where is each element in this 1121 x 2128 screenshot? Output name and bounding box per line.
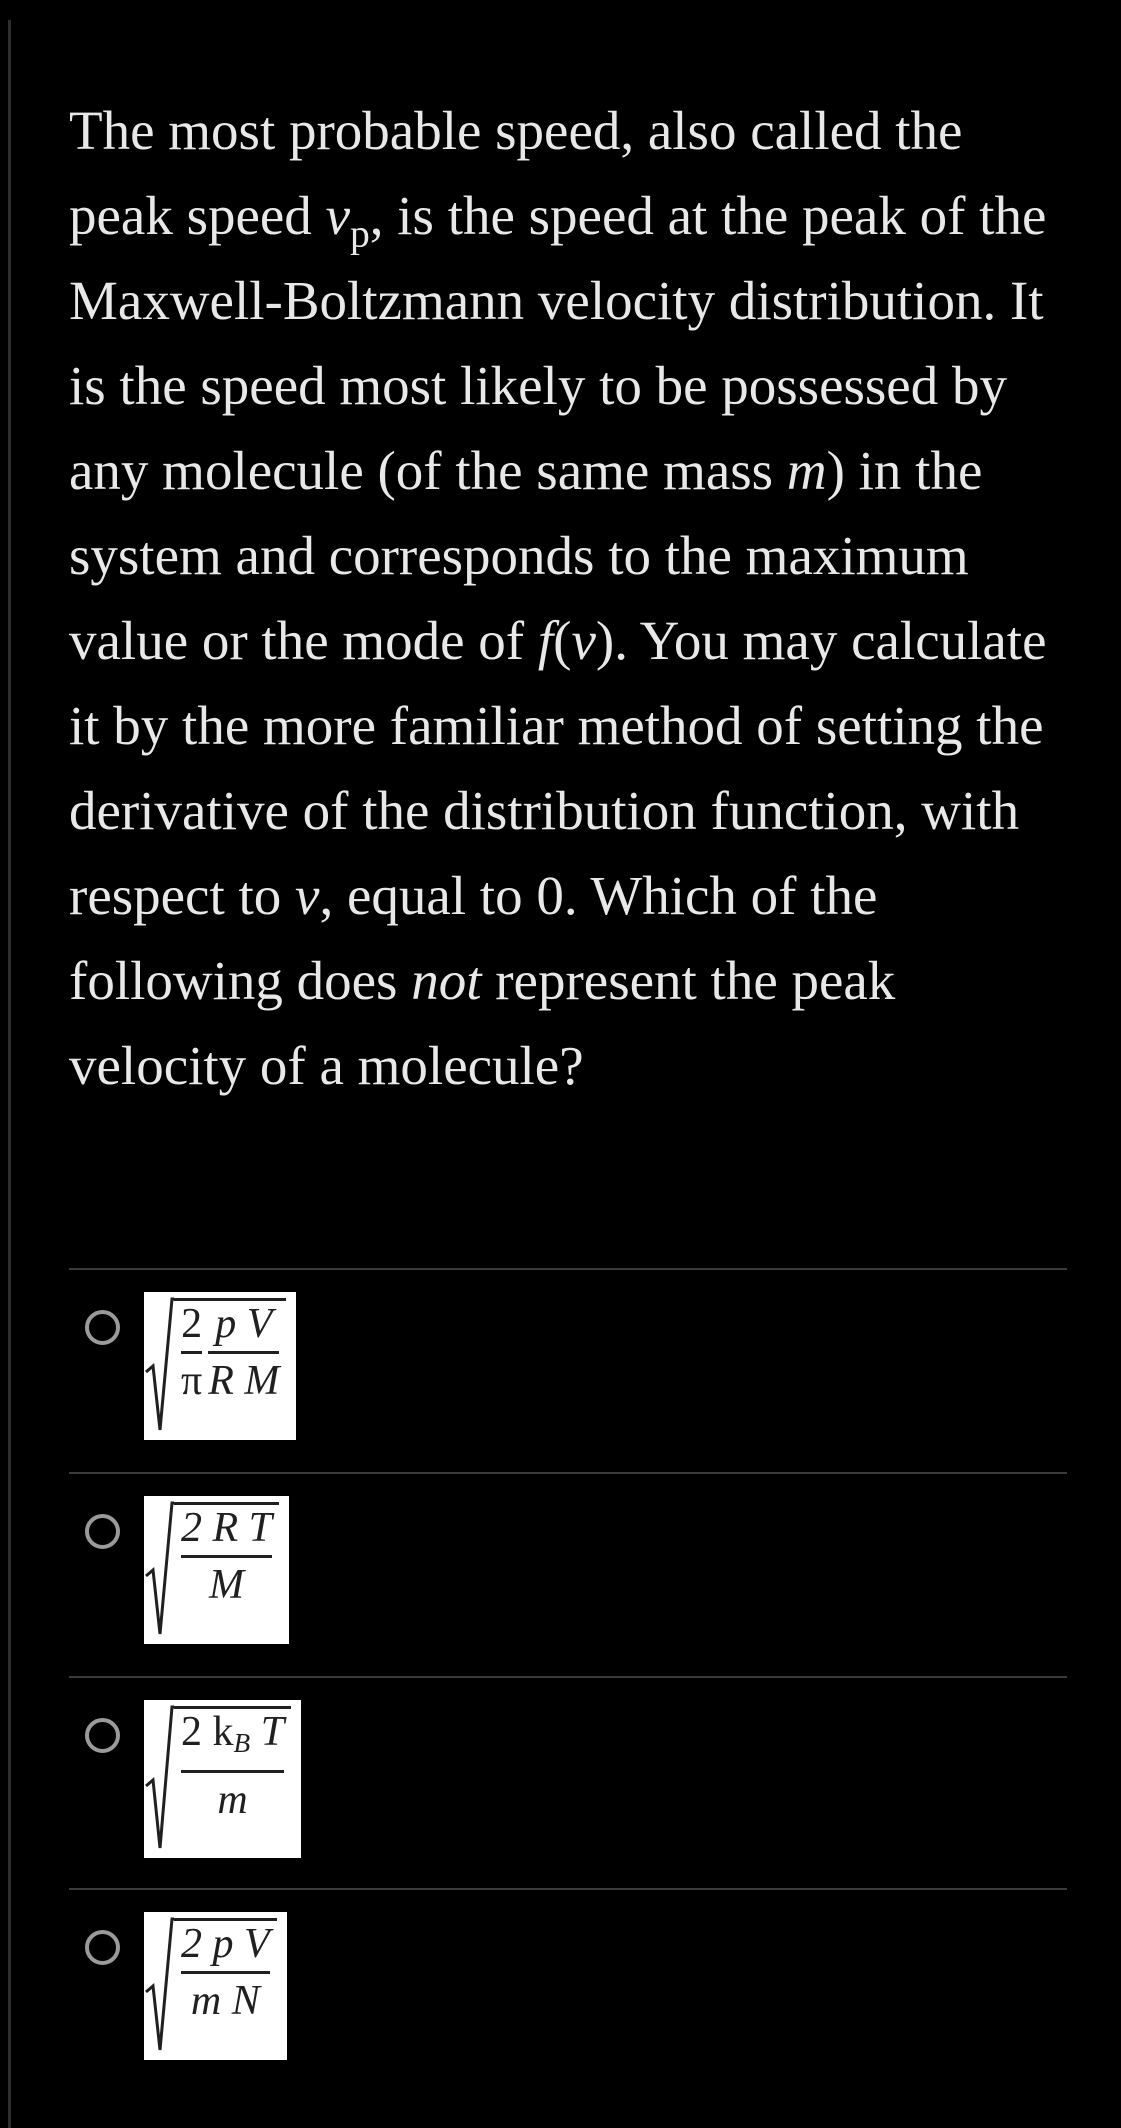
answer-option-4[interactable]: [69, 1888, 1067, 2110]
radical-sign-icon: [144, 1294, 174, 1436]
radicand: [174, 1706, 291, 1823]
radicand: [174, 1918, 277, 2024]
fraction: $\frac{\text{2 kB T}}{m}$: [181, 1709, 285, 1823]
answer-option-1[interactable]: [69, 1268, 1067, 1472]
radio-button-2[interactable]: [85, 1514, 120, 1549]
radio-button-1[interactable]: [85, 1310, 120, 1345]
answer-option-2[interactable]: [69, 1472, 1067, 1676]
answer-options: [69, 1268, 1067, 2110]
fraction: $\frac{2}{\pi}$: [181, 1301, 203, 1404]
formula-image-1: [144, 1292, 296, 1440]
formula-image-3: [144, 1700, 301, 1858]
fraction: $\frac{\text{p V}}{\text{R M}}$: [208, 1301, 280, 1404]
radio-button-4[interactable]: [85, 1930, 120, 1965]
radical-sign-icon: [144, 1914, 174, 2056]
radicand: [174, 1298, 286, 1404]
left-border: [8, 20, 11, 2128]
radical-sign-icon: [144, 1702, 174, 1854]
radicand: [174, 1502, 279, 1608]
formula-image-4: [144, 1912, 287, 2060]
question-paragraph: The most probable speed, also called the peak speed $v_p$, is the speed at the peak of the Maxwell-Boltzmann velocity distribution. It is the speed most likely to be possessed by any molecule (of the same mass m) in the system and corresponds to the maximum value or the mode of f(v). You may calculate it by the more familiar method of setting the derivative of the distribution function, with respect to v, equal to 0. Which of the following does not represent the peak velocity of a molecule?: [69, 100, 1047, 1096]
answer-option-3[interactable]: [69, 1676, 1067, 1888]
radical-sign-icon: [144, 1498, 174, 1640]
fraction: $\frac{\text{2 p V}}{\text{m N}}$: [181, 1921, 270, 2024]
formula-image-2: [144, 1496, 289, 1644]
radio-button-3[interactable]: [85, 1718, 120, 1753]
fraction: $\frac{\text{2 R T}}{M}$: [181, 1505, 273, 1608]
question-text: [69, 88, 1079, 1108]
